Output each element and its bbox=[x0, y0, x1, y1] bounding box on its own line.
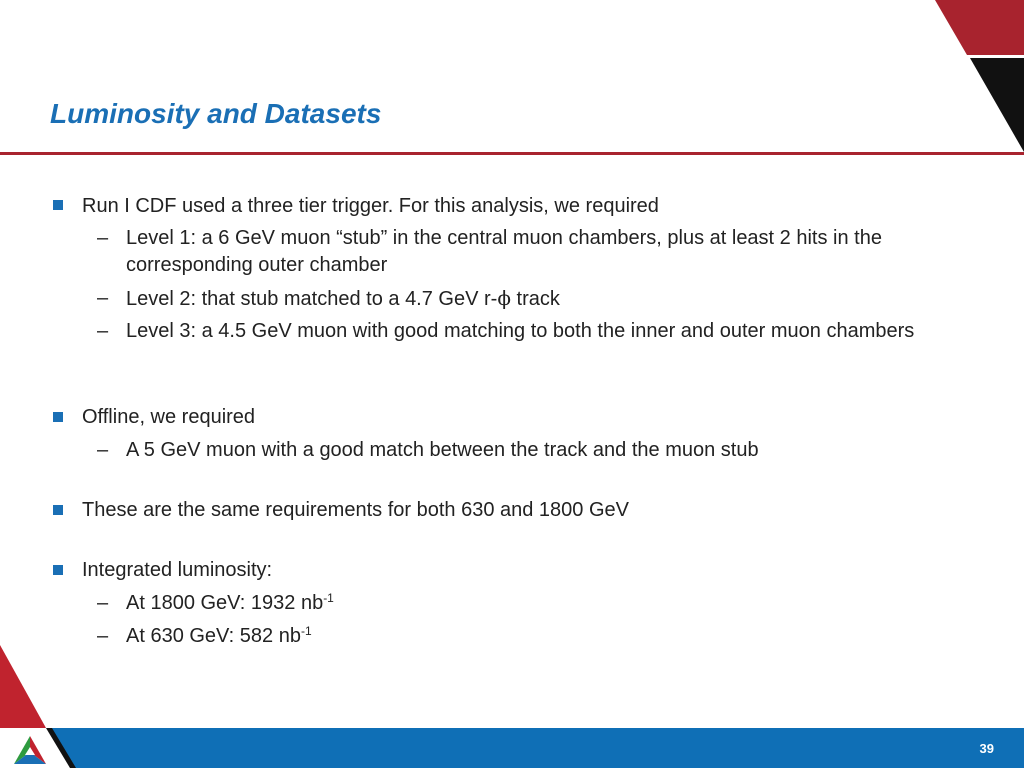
corner-red-triangle bbox=[0, 645, 46, 728]
sub-bullet-1-1: Level 1: a 6 GeV muon “stub” in the central muon chambers, plus at least 2 hits in the corresponding outer chamber bbox=[126, 227, 882, 276]
dash-icon: – bbox=[97, 227, 109, 249]
square-bullet-icon bbox=[53, 565, 63, 575]
superscript: -1 bbox=[323, 591, 334, 605]
superscript: -1 bbox=[300, 624, 312, 638]
sub-bullet-4-2 bbox=[126, 623, 926, 650]
bullet-3: These are the same requirements for both 630 and 1800 GeV bbox=[82, 499, 630, 521]
bullet-1: Run I CDF used a three tier trigger. For this analysis, we required bbox=[82, 195, 659, 217]
sub-bullet-4-1-text: At 1800 GeV: 1932 nb bbox=[126, 592, 324, 614]
sub-bullet-4-1 bbox=[126, 590, 926, 617]
bullet-2: Offline, we required bbox=[82, 406, 256, 428]
title-rule bbox=[0, 152, 1024, 155]
corner-red-band bbox=[935, 0, 1024, 55]
bullet-4: Integrated luminosity: bbox=[82, 559, 273, 581]
dash-icon: – bbox=[97, 592, 109, 614]
corner-black-band bbox=[970, 58, 1024, 152]
sub-bullet-2-1: A 5 GeV muon with a good match between the track and the muon stub bbox=[126, 439, 759, 461]
footer-bar bbox=[0, 728, 1024, 768]
sub-bullet-1-2-post: track bbox=[510, 288, 560, 310]
dash-icon: – bbox=[97, 320, 109, 342]
phi-symbol: ϕ bbox=[497, 286, 511, 310]
dash-icon: – bbox=[97, 439, 109, 461]
sub-bullet-1-2 bbox=[126, 285, 926, 313]
square-bullet-icon bbox=[53, 412, 63, 422]
sub-bullet-1-2-pre: Level 2: that stub matched to a 4.7 GeV r- bbox=[126, 288, 498, 310]
sub-bullet-4-2-text: At 630 GeV: 582 nb bbox=[126, 625, 301, 647]
sub-bullet-1-3: Level 3: a 4.5 GeV muon with good matching to both the inner and outer muon chambers bbox=[126, 320, 915, 342]
square-bullet-icon bbox=[53, 505, 63, 515]
slide-title: Luminosity and Datasets bbox=[50, 98, 382, 129]
page-number: 39 bbox=[979, 741, 994, 756]
square-bullet-icon bbox=[53, 200, 63, 210]
dash-icon: – bbox=[97, 625, 109, 647]
dash-icon: – bbox=[97, 287, 109, 309]
